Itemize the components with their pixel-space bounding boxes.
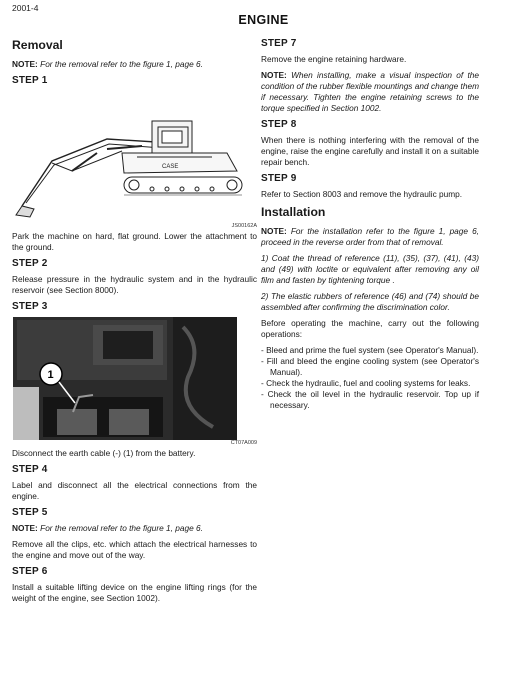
- list-item: - Bleed and prime the fuel system (see Operator's Manual).: [261, 345, 479, 356]
- step-9-title: STEP 9: [261, 173, 297, 184]
- engine-compartment-photo: [13, 317, 237, 440]
- note-label: NOTE:: [261, 226, 287, 236]
- left-column: [12, 38, 257, 609]
- figure-code: JS00162A: [231, 223, 257, 229]
- installation-note: [261, 226, 479, 248]
- step-4-title: STEP 4: [12, 464, 48, 475]
- installation-item-1: 1) Coat the thread of reference (11), (35), (37), (41), (43) and (49) with loctite or equivalent after removing any oil film and fasten by tightening torque .: [261, 253, 479, 285]
- removal-heading: Removal: [12, 38, 63, 52]
- removal-note: [12, 59, 257, 70]
- step-4-text: Label and disconnect all the electrical connections from the engine.: [12, 480, 257, 501]
- excavator-illustration: [12, 91, 257, 223]
- step-2-title: STEP 2: [12, 258, 48, 269]
- step-7-text: Remove the engine retaining hardware.: [261, 54, 407, 64]
- step-5-text: Remove all the clips, etc. which attach the electrical harnesses to the engine and move out of the way.: [12, 539, 257, 560]
- note-label: NOTE:: [12, 59, 38, 69]
- step-1-text: Park the machine on hard, flat ground. Lower the attachment to the ground.: [12, 231, 257, 252]
- step-2-text: Release pressure in the hydraulic system and in the hydraulic reservoir (see Section 8000).: [12, 274, 257, 295]
- step-5-title: STEP 5: [12, 507, 48, 518]
- list-item: - Fill and bleed the engine cooling system (see Operator's Manual).: [261, 356, 479, 378]
- figure-callout-1: 1: [47, 369, 54, 381]
- note-text: When installing, make a visual inspection of the condition of the rubber flexible mountings and change them if necessary. Tighten the engine retaining screws to the torque specified in Section 1002.: [261, 70, 479, 113]
- step-5-note: [12, 523, 257, 534]
- installation-heading: Installation: [261, 205, 326, 219]
- installation-item-2: 2) The elastic rubbers of reference (46) and (74) should be assembled after confirming the discrimination color.: [261, 291, 479, 312]
- page-number: 2001-4: [12, 3, 39, 13]
- note-text: For the removal refer to the figure 1, page 6.: [40, 523, 203, 533]
- note-text: For the installation refer to the figure 1, page 6, proceed in the reverse order from that of removal.: [261, 226, 479, 247]
- step-6-title: STEP 6: [12, 566, 48, 577]
- svg-text:CASE: CASE: [162, 164, 179, 170]
- step-7-note: [261, 70, 479, 114]
- page-title: ENGINE: [238, 13, 289, 27]
- step-9-text: Refer to Section 8003 and remove the hydraulic pump.: [261, 189, 463, 199]
- installation-intro: Before operating the machine, carry out the following operations:: [261, 318, 479, 339]
- right-column: [261, 38, 479, 411]
- step-3-text: Disconnect the earth cable (-) (1) from the battery.: [12, 448, 196, 458]
- step-8-text: When there is nothing interfering with the removal of the engine, raise the engine carefully and install it on a suitable repair bench.: [261, 135, 479, 167]
- note-label: NOTE:: [12, 523, 38, 533]
- step-3-title: STEP 3: [12, 301, 48, 312]
- step-1-title: STEP 1: [12, 75, 48, 86]
- list-item: - Check the oil level in the hydraulic reservoir. Top up if necessary.: [261, 389, 479, 411]
- step-7-title: STEP 7: [261, 38, 297, 49]
- step-6-text: Install a suitable lifting device on the engine lifting rings (for the weight of the engine, see Section 1002).: [12, 582, 257, 603]
- step-8-title: STEP 8: [261, 119, 297, 130]
- list-item: - Check the hydraulic, fuel and cooling systems for leaks.: [261, 378, 479, 389]
- note-label: NOTE:: [261, 70, 287, 80]
- note-text: For the removal refer to the figure 1, page 6.: [40, 59, 203, 69]
- figure-code: CT07A009: [230, 440, 257, 446]
- operations-list: [261, 345, 479, 411]
